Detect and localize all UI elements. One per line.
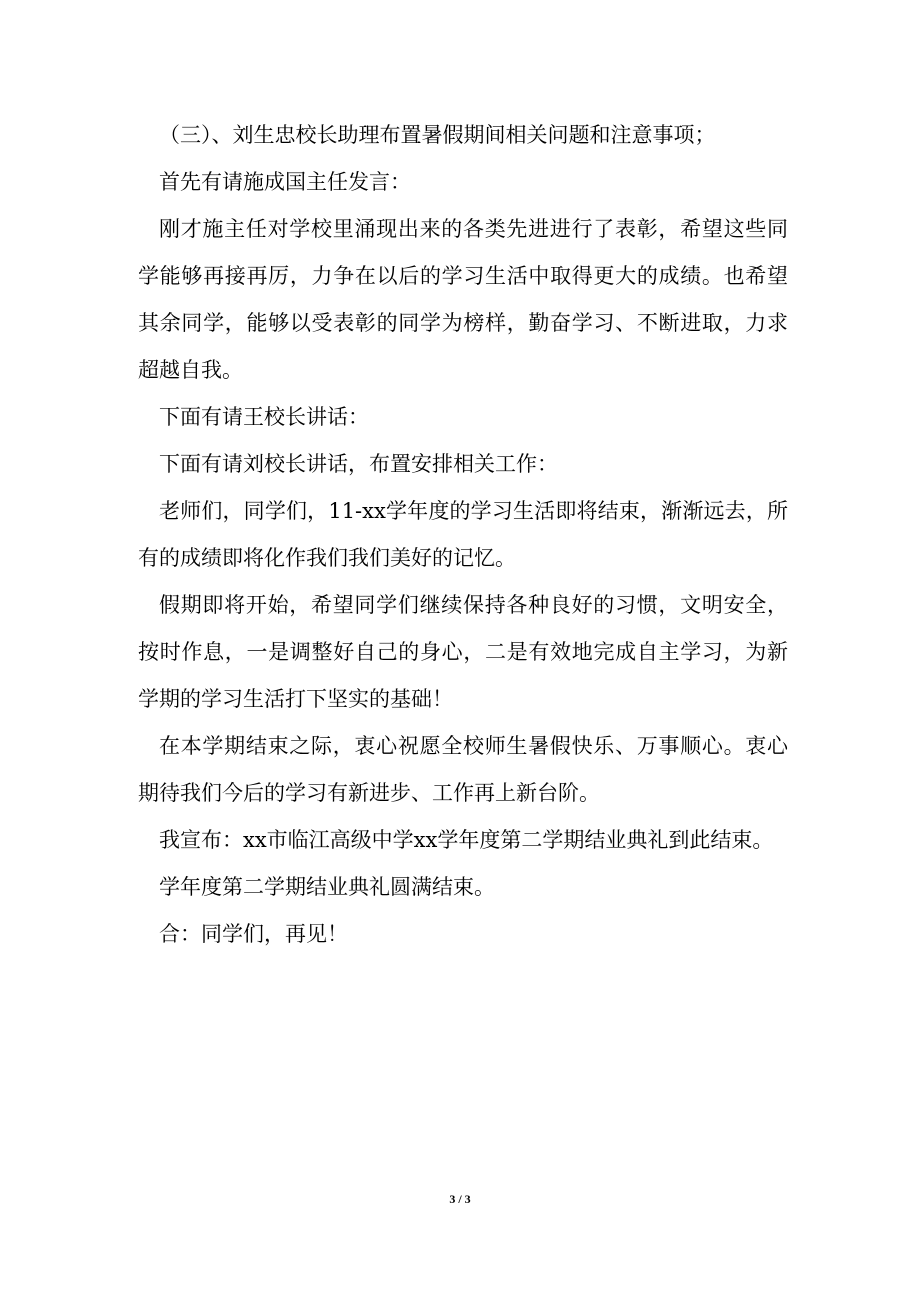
paragraph-7: 假期即将开始，希望同学们继续保持各种良好的习惯，文明安全，按时作息，一是调整好自己的身心，二是有效地完成自主学习，为新学期的学习生活打下坚实的基础！ — [138, 593, 788, 711]
paragraph-6: 老师们，同学们，11-xx学年度的学习生活即将结束，渐渐远去，所有的成绩即将化作我们我们美好的记忆。 — [138, 499, 788, 570]
paragraph-4: 下面有请王校长讲话： — [159, 405, 369, 429]
paragraph-10: 学年度第二学期结业典礼圆满结束。 — [159, 875, 495, 899]
document-body — [138, 112, 788, 958]
page-number: 3 / 3 — [449, 1192, 471, 1206]
paragraph-1: （三）、刘生忠校长助理布置暑假期间相关问题和注意事项； — [159, 123, 716, 147]
paragraph-3: 刚才施主任对学校里涌现出来的各类先进进行了表彰，希望这些同学能够再接再厉，力争在以后的学习生活中取得更大的成绩。也希望其余同学，能够以受表彰的同学为榜样，勤奋学习、不断进取，力求超越自我。 — [138, 217, 788, 382]
paragraph-8: 在本学期结束之际，衷心祝愿全校师生暑假快乐、万事顺心。衷心期待我们今后的学习有新进步、工作再上新台阶。 — [138, 734, 788, 805]
paragraph-9: 我宣布：xx市临江高级中学xx学年度第二学期结业典礼到此结束。 — [159, 828, 774, 852]
paragraph-2: 首先有请施成国主任发言： — [159, 170, 411, 194]
paragraph-5: 下面有请刘校长讲话，布置安排相关工作： — [159, 452, 558, 476]
paragraph-11: 合：同学们，再见！ — [159, 922, 348, 946]
